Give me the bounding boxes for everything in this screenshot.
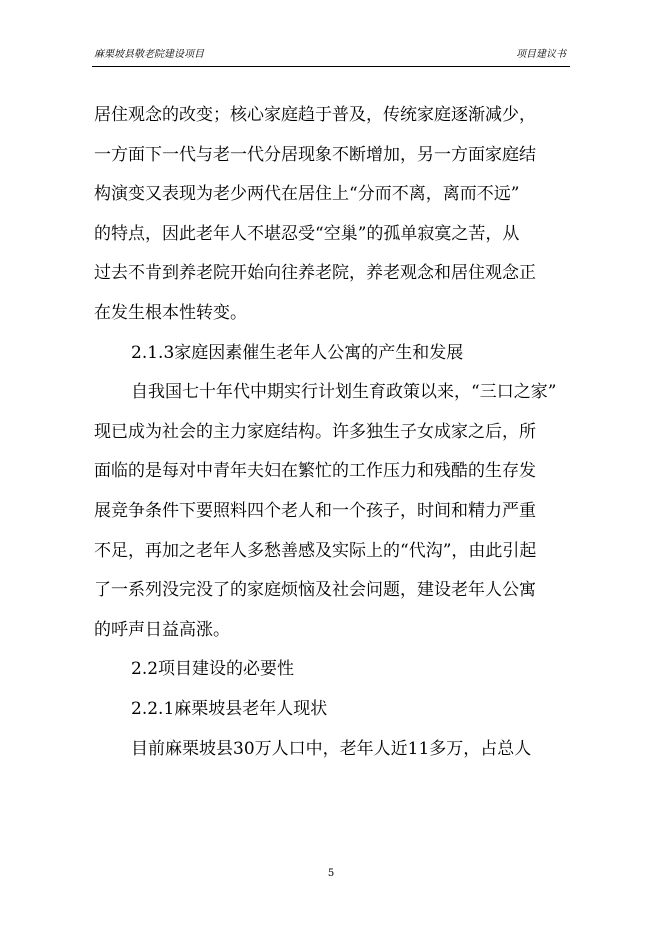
body-line: 构演变又表现为老少两代在居住上“分而不离，离而不远”: [94, 184, 520, 205]
body-line: 面临的是每对中青年夫妇在繁忙的工作压力和残酷的生存发: [94, 461, 536, 482]
header-document-type: 项目建议书: [516, 49, 566, 60]
body-line: 居住观念的改变；核心家庭趋于普及，传统家庭逐渐减少，: [94, 105, 536, 125]
body-line: 展竞争条件下要照料四个老人和一个孩子，时间和精力严重: [94, 500, 536, 521]
section-heading-2-2-1: 2.2.1麻栗坡县老年人现状: [131, 698, 328, 719]
paragraph-first-line: 目前麻栗坡县30万人口中，老年人近11多万，占总人: [131, 738, 532, 759]
body-line: 一方面下一代与老一代分居现象不断增加，另一方面家庭结: [94, 144, 536, 165]
section-heading-2-1-3: 2.1.3家庭因素催生老年人公寓的产生和发展: [131, 342, 464, 363]
header-rule: [92, 66, 570, 67]
document-body: [94, 96, 574, 769]
body-line: 过去不肯到养老院开始向往养老院，养老观念和居住观念正: [94, 263, 536, 284]
section-heading-2-2: 2.2项目建设的必要性: [131, 659, 295, 680]
body-line: 的特点，因此老年人不堪忍受“空巢”的孤单寂寞之苦，从: [94, 223, 520, 244]
body-line: 现已成为社会的主力家庭结构。许多独生子女成家之后，所: [94, 421, 536, 442]
header-project-title: 麻栗坡县敬老院建设项目: [94, 49, 204, 60]
body-line: 的呼声日益高涨。: [94, 619, 230, 640]
body-line: 在发生根本性转变。: [94, 302, 247, 323]
body-line: 了一系列没完没了的家庭烦恼及社会问题，建设老年人公寓: [94, 580, 536, 601]
page-header: [92, 47, 570, 63]
page-number: 5: [327, 868, 335, 879]
paragraph-first-line: 自我国七十年代中期实行计划生育政策以来，“三口之家”: [131, 382, 557, 403]
body-line: 不足，再加之老年人多愁善感及实际上的“代沟”，由此引起: [94, 540, 537, 561]
